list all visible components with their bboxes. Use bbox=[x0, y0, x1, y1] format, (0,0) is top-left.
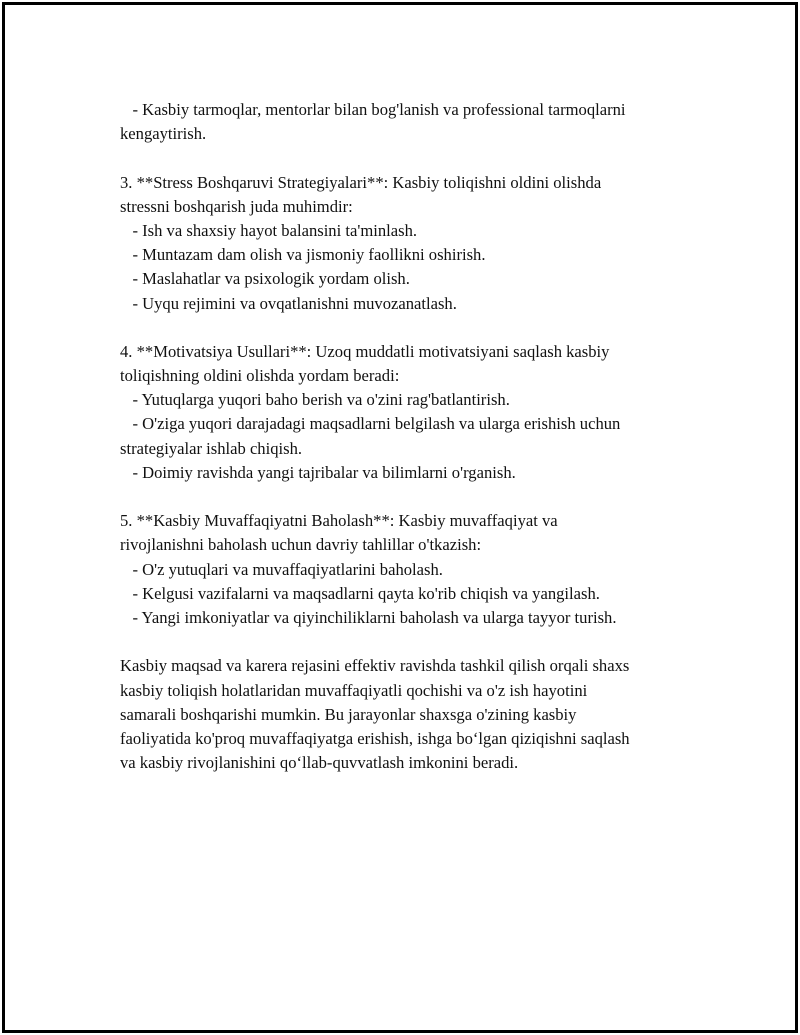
list-item: - Muntazam dam olish va jismoniy faollikni oshirish. bbox=[120, 245, 486, 265]
intro-paragraph bbox=[120, 98, 700, 146]
section-heading-line: 3. **Stress Boshqaruvi Strategiyalari**: Kasbiy toliqishni oldini olishda bbox=[120, 172, 602, 192]
text-line: kengaytirish. bbox=[120, 124, 207, 144]
paragraph-gap bbox=[120, 485, 700, 509]
text-line: strategiyalar ishlab chiqish. bbox=[120, 438, 303, 458]
text-line: samarali boshqarishi mumkin. Bu jarayonlar shaxsga o'zining kasbiy bbox=[120, 704, 577, 724]
section-3-stress-management bbox=[120, 171, 700, 316]
text-line: stressni boshqarish juda muhimdir: bbox=[120, 196, 353, 216]
document-page bbox=[2, 2, 798, 1033]
text-line: faoliyatida ko'proq muvaffaqiyatga erishish, ishga bo‘lgan qiziqishni saqlash bbox=[120, 728, 630, 748]
list-item: - Uyqu rejimini va ovqatlanishni muvozanatlash. bbox=[120, 293, 457, 313]
text-line: va kasbiy rivojlanishini qo‘llab-quvvatlash imkonini beradi. bbox=[120, 753, 519, 773]
list-item: - O'ziga yuqori darajadagi maqsadlarni belgilash va ularga erishish uchun bbox=[120, 414, 621, 434]
list-item: - Ish va shaxsiy hayot balansini ta'minlash. bbox=[120, 220, 418, 240]
list-item: - Maslahatlar va psixologik yordam olish. bbox=[120, 269, 410, 289]
document-body bbox=[120, 98, 700, 775]
section-4-motivation bbox=[120, 340, 700, 485]
conclusion-paragraph bbox=[120, 654, 700, 775]
text-line: rivojlanishni baholash uchun davriy tahlillar o'tkazish: bbox=[120, 535, 482, 555]
paragraph-gap bbox=[120, 316, 700, 340]
list-item: - Yutuqlarga yuqori baho berish va o'zini rag'batlantirish. bbox=[120, 390, 510, 410]
list-item: - Doimiy ravishda yangi tajribalar va bilimlarni o'rganish. bbox=[120, 462, 516, 482]
text-line: kasbiy toliqish holatlaridan muvaffaqiyatli qochishi va o'z ish hayotini bbox=[120, 680, 588, 700]
section-heading-line: 4. **Motivatsiya Usullari**: Uzoq muddatli motivatsiyani saqlash kasbiy bbox=[120, 341, 610, 361]
text-line: toliqishning oldini olishda yordam beradi: bbox=[120, 366, 400, 386]
section-5-success-evaluation bbox=[120, 509, 700, 630]
paragraph-gap bbox=[120, 630, 700, 654]
list-item: - O'z yutuqlari va muvaffaqiyatlarini baholash. bbox=[120, 559, 443, 579]
list-item: - Yangi imkoniyatlar va qiyinchiliklarni baholash va ularga tayyor turish. bbox=[120, 607, 617, 627]
section-heading-line: 5. **Kasbiy Muvaffaqiyatni Baholash**: Kasbiy muvaffaqiyat va bbox=[120, 511, 558, 531]
paragraph-gap bbox=[120, 146, 700, 170]
text-line: Kasbiy maqsad va karera rejasini effektiv ravishda tashkil qilish orqali shaxs bbox=[120, 656, 630, 676]
text-line: - Kasbiy tarmoqlar, mentorlar bilan bog'lanish va professional tarmoqlarni bbox=[120, 100, 626, 119]
list-item: - Kelgusi vazifalarni va maqsadlarni qayta ko'rib chiqish va yangilash. bbox=[120, 583, 600, 603]
